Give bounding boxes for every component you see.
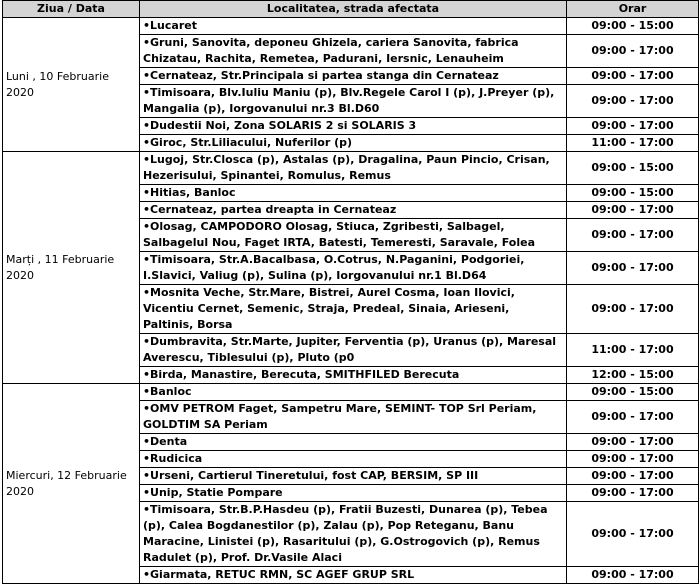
location-cell: •Mosnita Veche, Str.Mare, Bistrei, Aurel Cosma, Ioan Ilovici, Vicentiu Cernet, Semenic, Straja, Predeal, Sinaia, Arieseni, Paltinis, Borsa bbox=[140, 285, 567, 334]
hours-cell: 09:00 - 15:00 bbox=[567, 384, 699, 401]
hours-cell: 09:00 - 17:00 bbox=[567, 35, 699, 68]
header-location: Localitatea, strada afectata bbox=[140, 1, 567, 18]
hours-cell: 09:00 - 17:00 bbox=[567, 285, 699, 334]
location-cell: •Olosag, CAMPODORO Olosag, Stiuca, Zgribesti, Salbagel, Salbagelul Nou, Faget IRTA, Batesti, Temeresti, Saravale, Folea bbox=[140, 219, 567, 252]
hours-cell: 09:00 - 17:00 bbox=[567, 202, 699, 219]
location-cell: •Giroc, Str.Liliacului, Nuferilor (p) bbox=[140, 135, 567, 152]
hours-cell: 09:00 - 17:00 bbox=[567, 434, 699, 451]
location-cell: •Lucaret bbox=[140, 18, 567, 35]
day-cell: Marți , 11 Februarie 2020 bbox=[3, 152, 140, 384]
location-cell: •Dudestii Noi, Zona SOLARIS 2 si SOLARIS 3 bbox=[140, 118, 567, 135]
location-cell: •Cernateaz, partea dreapta in Cernateaz bbox=[140, 202, 567, 219]
header-row bbox=[3, 1, 699, 18]
hours-cell: 09:00 - 17:00 bbox=[567, 219, 699, 252]
location-cell: •Dumbravita, Str.Marte, Jupiter, Ferventia (p), Uranus (p), Maresal Averescu, Tiblesului (p), Pluto (p0 bbox=[140, 334, 567, 367]
location-cell: •Banloc bbox=[140, 384, 567, 401]
location-cell: •Timisoara, Blv.Iuliu Maniu (p), Blv.Regele Carol I (p), J.Preyer (p), Mangalia (p), Iorgovanului nr.3 Bl.D60 bbox=[140, 85, 567, 118]
hours-cell: 09:00 - 17:00 bbox=[567, 567, 699, 584]
location-cell: •Hitias, Banloc bbox=[140, 185, 567, 202]
hours-cell: 09:00 - 17:00 bbox=[567, 85, 699, 118]
location-cell: •Birda, Manastire, Berecuta, SMITHFILED Berecuta bbox=[140, 367, 567, 384]
hours-cell: 09:00 - 17:00 bbox=[567, 451, 699, 468]
location-cell: •Gruni, Sanovita, deponeu Ghizela, cariera Sanovita, fabrica Chizatau, Rachita, Remetea, Padurani, Iersnic, Lenauheim bbox=[140, 35, 567, 68]
hours-cell: 12:00 - 15:00 bbox=[567, 367, 699, 384]
location-cell: •Unip, Statie Pompare bbox=[140, 485, 567, 502]
table-row bbox=[3, 384, 699, 401]
location-cell: •Urseni, Cartierul Tineretului, fost CAP, BERSIM, SP III bbox=[140, 468, 567, 485]
hours-cell: 09:00 - 15:00 bbox=[567, 152, 699, 185]
location-cell: •Rudicica bbox=[140, 451, 567, 468]
location-cell: •Denta bbox=[140, 434, 567, 451]
table-row bbox=[3, 152, 699, 185]
location-cell: •Cernateaz, Str.Principala si partea stanga din Cernateaz bbox=[140, 68, 567, 85]
hours-cell: 09:00 - 17:00 bbox=[567, 118, 699, 135]
hours-cell: 09:00 - 17:00 bbox=[567, 468, 699, 485]
location-cell: •Timisoara, Str.A.Bacalbasa, O.Cotrus, N.Paganini, Podgoriei, I.Slavici, Valiug (p), Sulina (p), Iorgovanului nr.1 Bl.D64 bbox=[140, 252, 567, 285]
hours-cell: 09:00 - 17:00 bbox=[567, 68, 699, 85]
header-hours: Orar bbox=[567, 1, 699, 18]
hours-cell: 09:00 - 15:00 bbox=[567, 185, 699, 202]
header-day: Ziua / Data bbox=[3, 1, 140, 18]
hours-cell: 11:00 - 17:00 bbox=[567, 135, 699, 152]
hours-cell: 11:00 - 17:00 bbox=[567, 334, 699, 367]
hours-cell: 09:00 - 17:00 bbox=[567, 252, 699, 285]
hours-cell: 09:00 - 17:00 bbox=[567, 502, 699, 567]
hours-cell: 09:00 - 17:00 bbox=[567, 401, 699, 434]
day-cell: Luni , 10 Februarie 2020 bbox=[3, 18, 140, 152]
hours-cell: 09:00 - 17:00 bbox=[567, 485, 699, 502]
day-cell: Miercuri, 12 Februarie 2020 bbox=[3, 384, 140, 584]
location-cell: •Lugoj, Str.Closca (p), Astalas (p), Dragalina, Paun Pincio, Crisan, Hezerisului, Spinantei, Romulus, Remus bbox=[140, 152, 567, 185]
location-cell: •Giarmata, RETUC RMN, SC AGEF GRUP SRL bbox=[140, 567, 567, 584]
hours-cell: 09:00 - 15:00 bbox=[567, 18, 699, 35]
location-cell: •OMV PETROM Faget, Sampetru Mare, SEMINT- TOP Srl Periam, GOLDTIM SA Periam bbox=[140, 401, 567, 434]
location-cell: •Timisoara, Str.B.P.Hasdeu (p), Fratii Buzesti, Dunarea (p), Tebea (p), Calea Bogdanestilor (p), Zalau (p), Pop Reteganu, Banu Maracine, Linistei (p), Rasaritului (p), G.Ostrogovich (p), Remus Radulet (p), Prof. Dr.Vasile Alaci bbox=[140, 502, 567, 567]
outage-schedule-table bbox=[2, 0, 699, 584]
table-row bbox=[3, 18, 699, 35]
